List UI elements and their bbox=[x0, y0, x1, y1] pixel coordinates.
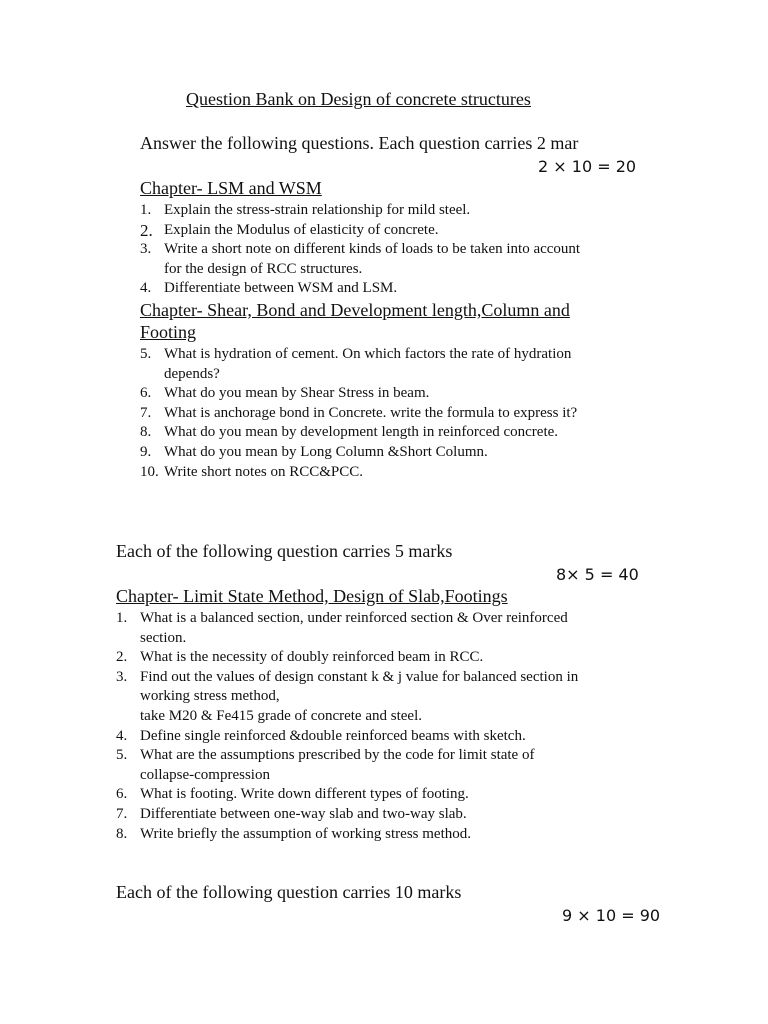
question-number: 3. bbox=[140, 241, 152, 258]
question-text: What do you mean by Long Column &Short Column. bbox=[164, 443, 488, 460]
list-item bbox=[116, 825, 706, 845]
chapter-heading-limit-state: Chapter- Limit State Method, Design of Slab,Footings bbox=[116, 586, 508, 606]
question-text: What is anchorage bond in Concrete. write the formula to express it? bbox=[164, 404, 578, 421]
question-text: Differentiate between WSM and LSM. bbox=[164, 280, 398, 297]
question-number: 4. bbox=[140, 280, 152, 297]
question-number: 10. bbox=[140, 463, 159, 480]
chapter-heading-shear-bond-cont: Footing bbox=[140, 322, 197, 342]
section-c-instruction: Each of the following question carries 10 marks bbox=[116, 882, 462, 902]
question-number: 6. bbox=[140, 385, 152, 402]
list-item bbox=[116, 727, 706, 747]
list-item bbox=[140, 423, 700, 443]
chapter-heading-lsm-wsm: Chapter- LSM and WSM bbox=[140, 178, 322, 198]
question-text: What are the assumptions prescribed by the code for limit state of collapse-compression bbox=[140, 747, 535, 783]
list-item bbox=[116, 746, 706, 785]
list-item bbox=[140, 443, 700, 463]
chapter-heading-shear-bond: Chapter- Shear, Bond and Development length,Column and bbox=[140, 300, 570, 320]
question-text: What is hydration of cement. On which factors the rate of hydration depends? bbox=[164, 346, 572, 382]
list-item bbox=[116, 668, 706, 727]
question-number: 3. bbox=[116, 668, 128, 685]
page-title: Question Bank on Design of concrete structures bbox=[186, 89, 531, 109]
question-text: What is the necessity of doubly reinforced beam in RCC. bbox=[140, 649, 484, 666]
question-text: Find out the values of design constant k & j value for balanced section in working stress method, bbox=[140, 668, 579, 705]
question-number: 5. bbox=[140, 346, 152, 362]
section-a-marks: 2 × 10 = 20 bbox=[538, 157, 637, 176]
list-item bbox=[140, 404, 700, 424]
question-list-section-b bbox=[116, 609, 706, 844]
question-text: What is a balanced section, under reinforced section & Over reinforced section. bbox=[140, 610, 568, 646]
section-c-marks: 9 × 10 = 90 bbox=[562, 906, 661, 925]
question-text: Write briefly the assumption of working stress method. bbox=[140, 825, 472, 842]
list-item bbox=[140, 240, 700, 279]
question-number: 7. bbox=[116, 805, 128, 822]
list-item bbox=[140, 384, 700, 404]
list-item bbox=[140, 279, 700, 299]
section-b-instruction: Each of the following question carries 5 marks bbox=[116, 541, 453, 561]
question-text: Define single reinforced &double reinforced beams with sketch. bbox=[140, 727, 526, 744]
question-text: Explain the Modulus of elasticity of concrete. bbox=[164, 221, 439, 238]
question-number: 1. bbox=[140, 202, 152, 218]
question-list-chapter-1 bbox=[140, 201, 700, 299]
question-text-continuation: take M20 & Fe415 grade of concrete and steel. bbox=[140, 707, 422, 724]
list-item bbox=[140, 201, 700, 221]
question-text: Differentiate between one-way slab and two-way slab. bbox=[140, 805, 467, 822]
question-number: 6. bbox=[116, 786, 128, 803]
question-list-chapter-2 bbox=[140, 345, 700, 482]
question-number: 5. bbox=[116, 747, 128, 764]
question-number: 4. bbox=[116, 727, 128, 744]
question-text: Write short notes on RCC&PCC. bbox=[164, 463, 363, 480]
question-number: 2. bbox=[116, 649, 128, 666]
section-a-instruction: Answer the following questions. Each question carries 2 mar bbox=[140, 133, 579, 153]
list-item bbox=[116, 648, 706, 668]
question-text: What do you mean by Shear Stress in beam. bbox=[164, 385, 430, 402]
question-number: 8. bbox=[116, 825, 128, 842]
question-number: 7. bbox=[140, 404, 152, 421]
list-item bbox=[140, 221, 700, 241]
question-text: What is footing. Write down different types of footing. bbox=[140, 786, 469, 803]
question-text: Explain the stress-strain relationship for mild steel. bbox=[164, 202, 471, 218]
question-number: 2. bbox=[140, 220, 153, 240]
question-text: Write a short note on different kinds of loads to be taken into account for the design of RCC structures. bbox=[164, 241, 581, 277]
question-number: 9. bbox=[140, 443, 152, 460]
question-number: 8. bbox=[140, 424, 152, 441]
question-text: What do you mean by development length in reinforced concrete. bbox=[164, 424, 559, 441]
list-item bbox=[116, 805, 706, 825]
list-item bbox=[140, 345, 700, 384]
question-number: 1. bbox=[116, 610, 128, 626]
list-item bbox=[116, 609, 706, 648]
section-b-marks: 8× 5 = 40 bbox=[556, 565, 639, 584]
list-item bbox=[116, 785, 706, 805]
list-item bbox=[140, 463, 700, 483]
